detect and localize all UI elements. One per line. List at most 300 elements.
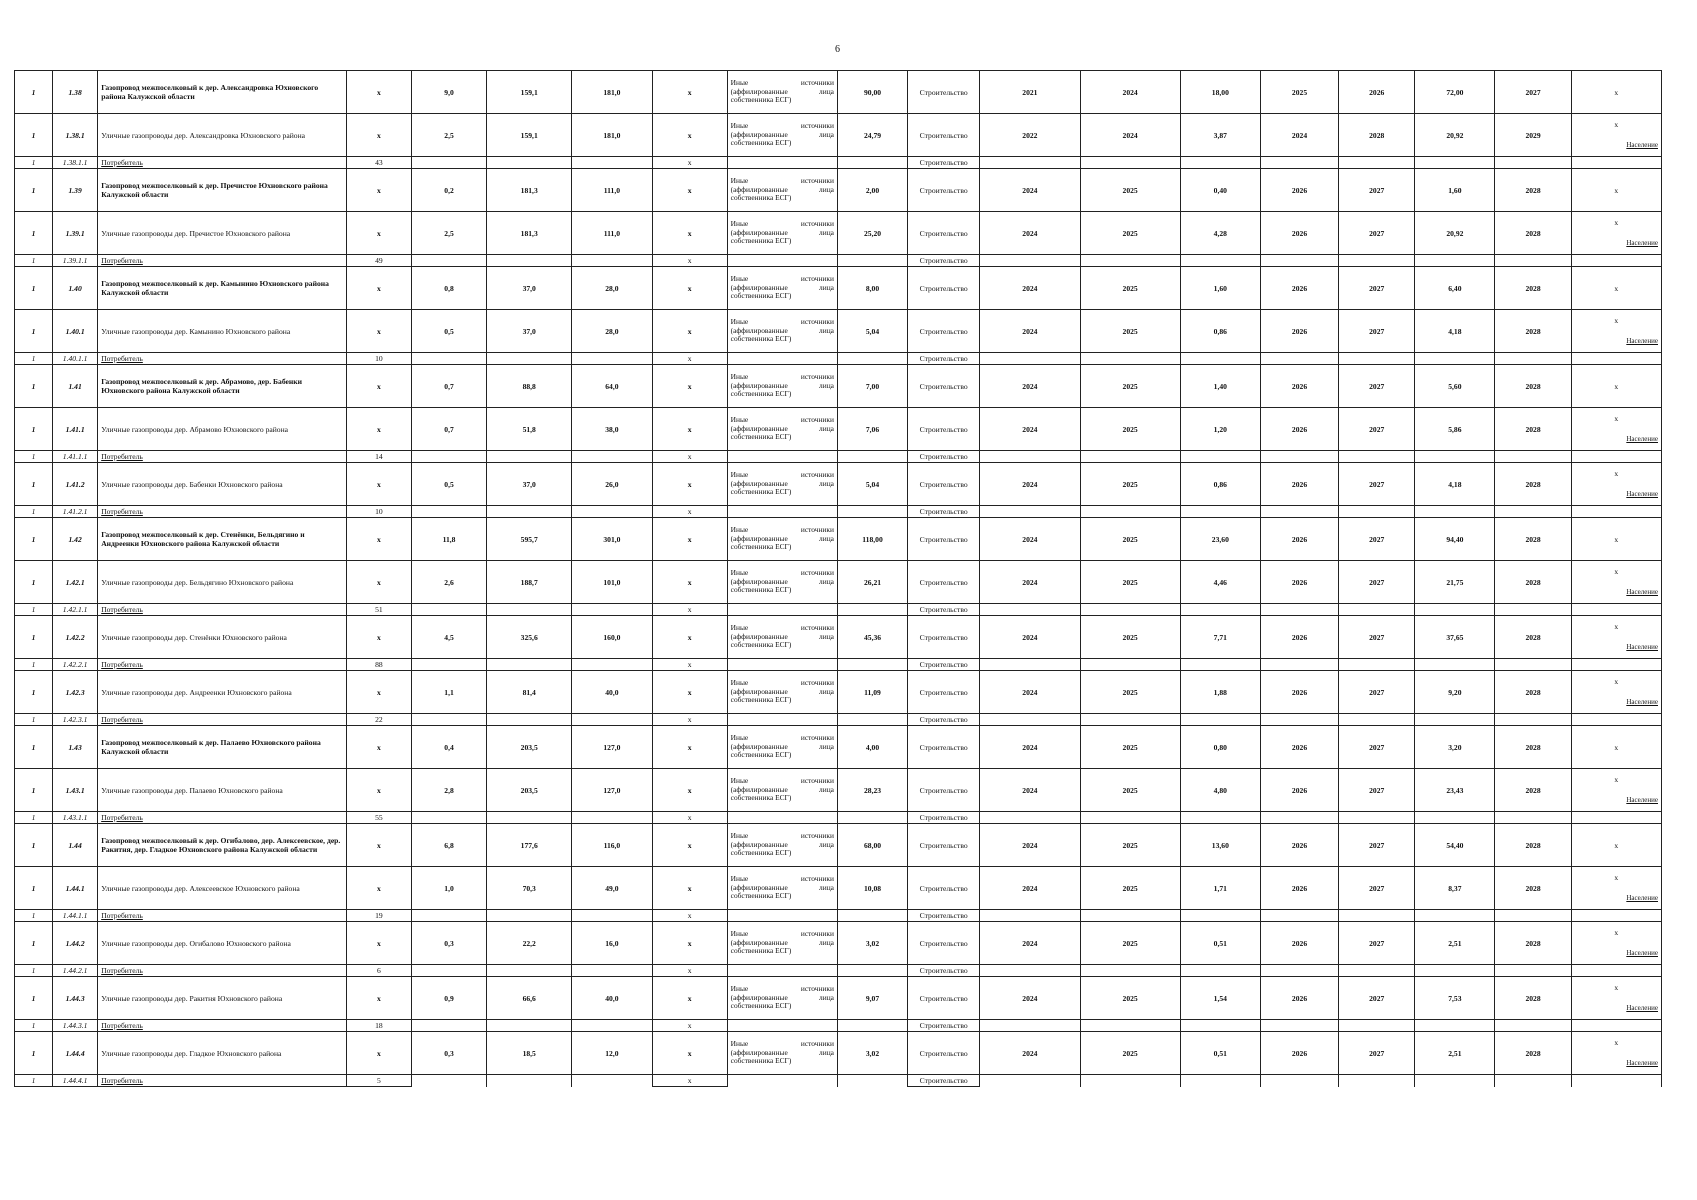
col-x-cell: x <box>346 212 411 255</box>
distance-cell: 159,1 <box>487 114 572 157</box>
year4-cell: 2028 <box>1339 114 1415 157</box>
consumer-qty-cell: 10 <box>346 506 411 518</box>
value2-cell: 5,86 <box>1415 408 1495 451</box>
col-x-cell: x <box>346 169 411 212</box>
year5-cell: 2028 <box>1495 561 1571 604</box>
empty-cell <box>837 812 907 824</box>
col-x2-cell: x <box>652 212 727 255</box>
object-id-cell: 1.42.2 <box>53 616 98 659</box>
col-x2-cell: x <box>652 867 727 910</box>
object-name-cell: Уличные газопроводы дер. Камынино Юхновского района <box>98 310 347 353</box>
page-number: 6 <box>835 44 840 55</box>
funding-source-cell: Иные источники (аффилированные лица собственника ЕСГ) <box>727 922 837 965</box>
distance-cell: 18,5 <box>487 1032 572 1075</box>
col-x2-cell: x <box>652 365 727 408</box>
empty-cell <box>980 1075 1080 1087</box>
last-cell <box>1571 310 1661 353</box>
empty-cell <box>411 451 486 463</box>
consumer-row <box>15 714 1662 726</box>
year4-cell: 2026 <box>1339 71 1415 114</box>
year-start-cell: 2024 <box>980 169 1080 212</box>
consumer-x-cell: x <box>652 714 727 726</box>
empty-cell <box>487 353 572 365</box>
year4-cell: 2027 <box>1339 977 1415 1020</box>
empty-cell <box>1339 604 1415 616</box>
year-start-cell: 2021 <box>980 71 1080 114</box>
build-type-cell: Строительство <box>908 451 980 463</box>
year-end-cell: 2025 <box>1080 977 1180 1020</box>
empty-cell <box>1180 965 1260 977</box>
level-cell: 1 <box>15 824 53 867</box>
empty-cell <box>1260 604 1338 616</box>
empty-cell <box>1080 451 1180 463</box>
empty-cell <box>1180 353 1260 365</box>
object-name-cell: Газопровод межпоселковый к дер. Стенёнки, Бельдягино и Андреенки Юхновского района Калужской области <box>98 518 347 561</box>
year-end-cell: 2025 <box>1080 518 1180 561</box>
year-start-cell: 2024 <box>980 616 1080 659</box>
empty-cell <box>1415 910 1495 922</box>
length-cell: 0,5 <box>411 310 486 353</box>
col-x2-cell: x <box>652 114 727 157</box>
table-row <box>15 267 1662 310</box>
funding-source-cell: Иные источники (аффилированные лица собственника ЕСГ) <box>727 726 837 769</box>
empty-cell <box>727 353 837 365</box>
table-row <box>15 726 1662 769</box>
distance-cell: 203,5 <box>487 769 572 812</box>
col-x2-cell: x <box>652 824 727 867</box>
year-start-cell: 2024 <box>980 769 1080 812</box>
consumer-qty-cell: 6 <box>346 965 411 977</box>
col-x-cell: x <box>346 365 411 408</box>
year4-cell: 2027 <box>1339 769 1415 812</box>
empty-cell <box>837 255 907 267</box>
object-id-cell: 1.40.1 <box>53 310 98 353</box>
empty-cell <box>411 714 486 726</box>
empty-cell <box>1495 255 1571 267</box>
table-row <box>15 824 1662 867</box>
empty-cell <box>1339 1020 1415 1032</box>
col-x2-cell: x <box>652 267 727 310</box>
distance-cell: 66,6 <box>487 977 572 1020</box>
cost-cell: 45,36 <box>837 616 907 659</box>
funding-source-cell: Иные источники (аффилированные лица собственника ЕСГ) <box>727 114 837 157</box>
year-start-cell: 2024 <box>980 267 1080 310</box>
object-name-cell: Уличные газопроводы дер. Гладкое Юхновского района <box>98 1032 347 1075</box>
distance-cell: 203,5 <box>487 726 572 769</box>
empty-cell <box>487 659 572 671</box>
cost-cell: 8,00 <box>837 267 907 310</box>
object-name-cell: Газопровод межпоселковый к дер. Абрамово, дер. Бабенки Юхновского района Калужской области <box>98 365 347 408</box>
col-x-cell: x <box>346 616 411 659</box>
object-name-cell: Газопровод межпоселковый к дер. Камынино Юхновского района Калужской области <box>98 267 347 310</box>
empty-cell <box>837 910 907 922</box>
empty-cell <box>1571 255 1661 267</box>
empty-cell <box>980 812 1080 824</box>
value2-cell: 23,43 <box>1415 769 1495 812</box>
empty-cell <box>1180 506 1260 518</box>
consumer-id-cell: 1.44.1.1 <box>53 910 98 922</box>
last-mark: x <box>1614 283 1619 293</box>
value2-cell: 20,92 <box>1415 114 1495 157</box>
year-start-cell: 2024 <box>980 671 1080 714</box>
year-end-cell: 2025 <box>1080 561 1180 604</box>
consumer-label-cell: Потребитель <box>98 910 347 922</box>
empty-cell <box>411 659 486 671</box>
empty-cell <box>837 353 907 365</box>
empty-cell <box>1080 255 1180 267</box>
object-name-cell: Уличные газопроводы дер. Пречистое Юхновского района <box>98 212 347 255</box>
year3-cell: 2026 <box>1260 977 1338 1020</box>
cost-cell: 2,00 <box>837 169 907 212</box>
empty-cell <box>980 451 1080 463</box>
value2-cell: 5,60 <box>1415 365 1495 408</box>
last-mark: x <box>1614 840 1619 850</box>
empty-cell <box>837 451 907 463</box>
level-cell: 1 <box>15 71 53 114</box>
value1-cell: 0,86 <box>1180 463 1260 506</box>
consumer-label-cell: Потребитель <box>98 157 347 169</box>
last-mark: x <box>1614 534 1619 544</box>
empty-cell <box>980 965 1080 977</box>
length-cell: 9,0 <box>411 71 486 114</box>
empty-cell <box>1180 451 1260 463</box>
consumer-row <box>15 506 1662 518</box>
empty-cell <box>727 659 837 671</box>
cost-cell: 5,04 <box>837 463 907 506</box>
table-row <box>15 922 1662 965</box>
empty-cell <box>1260 255 1338 267</box>
empty-cell <box>1080 812 1180 824</box>
capacity-cell: 127,0 <box>572 769 652 812</box>
col-x-cell: x <box>346 769 411 812</box>
last-cell <box>1571 726 1661 769</box>
consumer-label-cell: Потребитель <box>98 965 347 977</box>
build-type-cell: Строительство <box>908 157 980 169</box>
length-cell: 6,8 <box>411 824 486 867</box>
level-cell: 1 <box>15 310 53 353</box>
empty-cell <box>1571 1075 1661 1087</box>
consumer-x-cell: x <box>652 965 727 977</box>
value2-cell: 72,00 <box>1415 71 1495 114</box>
population-label: Население <box>1626 435 1658 443</box>
last-mark: x <box>1614 677 1619 686</box>
level-cell: 1 <box>15 867 53 910</box>
level-cell: 1 <box>15 212 53 255</box>
build-type-cell: Строительство <box>908 169 980 212</box>
consumer-label-cell: Потребитель <box>98 659 347 671</box>
value2-cell: 3,20 <box>1415 726 1495 769</box>
last-cell <box>1571 769 1661 812</box>
cost-cell: 3,02 <box>837 1032 907 1075</box>
gasification-table <box>14 70 1662 1087</box>
last-cell <box>1571 518 1661 561</box>
last-cell <box>1571 71 1661 114</box>
empty-cell <box>727 714 837 726</box>
year5-cell: 2028 <box>1495 867 1571 910</box>
cost-cell: 118,00 <box>837 518 907 561</box>
value1-cell: 4,80 <box>1180 769 1260 812</box>
empty-cell <box>1571 1020 1661 1032</box>
empty-cell <box>1339 965 1415 977</box>
year-end-cell: 2025 <box>1080 922 1180 965</box>
consumer-x-cell: x <box>652 255 727 267</box>
empty-cell <box>487 910 572 922</box>
year-end-cell: 2025 <box>1080 824 1180 867</box>
year3-cell: 2026 <box>1260 671 1338 714</box>
build-type-cell: Строительство <box>908 922 980 965</box>
col-x2-cell: x <box>652 561 727 604</box>
empty-cell <box>1080 1020 1180 1032</box>
table-row <box>15 518 1662 561</box>
funding-source-cell: Иные источники (аффилированные лица собственника ЕСГ) <box>727 169 837 212</box>
build-type-cell: Строительство <box>908 561 980 604</box>
length-cell: 0,7 <box>411 408 486 451</box>
last-cell <box>1571 824 1661 867</box>
value2-cell: 1,60 <box>1415 169 1495 212</box>
year5-cell: 2028 <box>1495 267 1571 310</box>
empty-cell <box>1260 714 1338 726</box>
consumer-qty-cell: 43 <box>346 157 411 169</box>
length-cell: 2,5 <box>411 114 486 157</box>
empty-cell <box>1080 1075 1180 1087</box>
funding-source-cell: Иные источники (аффилированные лица собственника ЕСГ) <box>727 671 837 714</box>
object-id-cell: 1.42.1 <box>53 561 98 604</box>
col-x2-cell: x <box>652 518 727 561</box>
empty-cell <box>572 1075 652 1087</box>
gasification-table-sheet <box>14 70 1662 1087</box>
empty-cell <box>1080 506 1180 518</box>
distance-cell: 88,8 <box>487 365 572 408</box>
level-cell: 1 <box>15 977 53 1020</box>
cost-cell: 68,00 <box>837 824 907 867</box>
build-type-cell: Строительство <box>908 965 980 977</box>
level-cell: 1 <box>15 408 53 451</box>
capacity-cell: 64,0 <box>572 365 652 408</box>
empty-cell <box>837 604 907 616</box>
year4-cell: 2027 <box>1339 824 1415 867</box>
year3-cell: 2026 <box>1260 726 1338 769</box>
value1-cell: 3,87 <box>1180 114 1260 157</box>
col-x2-cell: x <box>652 922 727 965</box>
empty-cell <box>1339 812 1415 824</box>
length-cell: 0,5 <box>411 463 486 506</box>
year3-cell: 2025 <box>1260 71 1338 114</box>
consumer-x-cell: x <box>652 451 727 463</box>
empty-cell <box>1415 353 1495 365</box>
year3-cell: 2026 <box>1260 169 1338 212</box>
year3-cell: 2026 <box>1260 616 1338 659</box>
year-end-cell: 2024 <box>1080 114 1180 157</box>
year5-cell: 2028 <box>1495 310 1571 353</box>
empty-cell <box>411 506 486 518</box>
empty-cell <box>727 506 837 518</box>
consumer-qty-cell: 88 <box>346 659 411 671</box>
year5-cell: 2028 <box>1495 726 1571 769</box>
cost-cell: 26,21 <box>837 561 907 604</box>
empty-cell <box>1180 157 1260 169</box>
capacity-cell: 181,0 <box>572 114 652 157</box>
cost-cell: 24,79 <box>837 114 907 157</box>
year-end-cell: 2025 <box>1080 463 1180 506</box>
empty-cell <box>1571 965 1661 977</box>
year3-cell: 2026 <box>1260 463 1338 506</box>
value1-cell: 0,86 <box>1180 310 1260 353</box>
population-label: Население <box>1626 894 1658 902</box>
year-end-cell: 2025 <box>1080 267 1180 310</box>
object-name-cell: Газопровод межпоселковый к дер. Пречистое Юхновского района Калужской области <box>98 169 347 212</box>
capacity-cell: 181,0 <box>572 71 652 114</box>
empty-cell <box>487 451 572 463</box>
last-mark: x <box>1614 381 1619 391</box>
empty-cell <box>1495 451 1571 463</box>
table-row <box>15 169 1662 212</box>
year3-cell: 2026 <box>1260 867 1338 910</box>
empty-cell <box>1180 1020 1260 1032</box>
col-x2-cell: x <box>652 169 727 212</box>
level-cell: 1 <box>15 255 53 267</box>
year5-cell: 2028 <box>1495 365 1571 408</box>
year5-cell: 2028 <box>1495 169 1571 212</box>
year-start-cell: 2022 <box>980 114 1080 157</box>
empty-cell <box>980 1020 1080 1032</box>
empty-cell <box>411 1020 486 1032</box>
last-cell <box>1571 267 1661 310</box>
funding-source-cell: Иные источники (аффилированные лица собственника ЕСГ) <box>727 310 837 353</box>
empty-cell <box>411 255 486 267</box>
year-end-cell: 2025 <box>1080 310 1180 353</box>
last-mark: x <box>1614 316 1619 325</box>
col-x-cell: x <box>346 867 411 910</box>
year3-cell: 2026 <box>1260 212 1338 255</box>
funding-source-cell: Иные источники (аффилированные лица собственника ЕСГ) <box>727 463 837 506</box>
year4-cell: 2027 <box>1339 1032 1415 1075</box>
year5-cell: 2028 <box>1495 463 1571 506</box>
consumer-id-cell: 1.42.1.1 <box>53 604 98 616</box>
build-type-cell: Строительство <box>908 71 980 114</box>
last-cell <box>1571 616 1661 659</box>
empty-cell <box>572 506 652 518</box>
table-row <box>15 616 1662 659</box>
distance-cell: 51,8 <box>487 408 572 451</box>
level-cell: 1 <box>15 659 53 671</box>
build-type-cell: Строительство <box>908 353 980 365</box>
length-cell: 1,1 <box>411 671 486 714</box>
table-row <box>15 310 1662 353</box>
funding-source-cell: Иные источники (аффилированные лица собственника ЕСГ) <box>727 408 837 451</box>
table-row <box>15 977 1662 1020</box>
length-cell: 0,3 <box>411 1032 486 1075</box>
empty-cell <box>837 157 907 169</box>
empty-cell <box>572 1020 652 1032</box>
empty-cell <box>727 1020 837 1032</box>
year-start-cell: 2024 <box>980 726 1080 769</box>
empty-cell <box>572 714 652 726</box>
build-type-cell: Строительство <box>908 518 980 561</box>
year4-cell: 2027 <box>1339 169 1415 212</box>
build-type-cell: Строительство <box>908 910 980 922</box>
consumer-row <box>15 157 1662 169</box>
last-cell <box>1571 977 1661 1020</box>
empty-cell <box>487 604 572 616</box>
empty-cell <box>411 353 486 365</box>
value2-cell: 2,51 <box>1415 1032 1495 1075</box>
length-cell: 2,8 <box>411 769 486 812</box>
value2-cell: 2,51 <box>1415 922 1495 965</box>
empty-cell <box>1415 157 1495 169</box>
consumer-x-cell: x <box>652 506 727 518</box>
value1-cell: 1,88 <box>1180 671 1260 714</box>
empty-cell <box>1180 812 1260 824</box>
consumer-x-cell: x <box>652 812 727 824</box>
funding-source-cell: Иные источники (аффилированные лица собственника ЕСГ) <box>727 267 837 310</box>
empty-cell <box>1339 1075 1415 1087</box>
empty-cell <box>1080 965 1180 977</box>
funding-source-cell: Иные источники (аффилированные лица собственника ЕСГ) <box>727 71 837 114</box>
value1-cell: 1,40 <box>1180 365 1260 408</box>
consumer-x-cell: x <box>652 910 727 922</box>
distance-cell: 325,6 <box>487 616 572 659</box>
year4-cell: 2027 <box>1339 922 1415 965</box>
length-cell: 4,5 <box>411 616 486 659</box>
year3-cell: 2026 <box>1260 267 1338 310</box>
value2-cell: 21,75 <box>1415 561 1495 604</box>
last-mark: x <box>1614 983 1619 992</box>
empty-cell <box>1571 659 1661 671</box>
empty-cell <box>1415 451 1495 463</box>
consumer-id-cell: 1.42.3.1 <box>53 714 98 726</box>
table-row <box>15 71 1662 114</box>
object-id-cell: 1.39.1 <box>53 212 98 255</box>
empty-cell <box>1495 659 1571 671</box>
empty-cell <box>1415 812 1495 824</box>
empty-cell <box>727 965 837 977</box>
object-name-cell: Уличные газопроводы дер. Абрамово Юхновского района <box>98 408 347 451</box>
table-row <box>15 671 1662 714</box>
empty-cell <box>1495 604 1571 616</box>
cost-cell: 4,00 <box>837 726 907 769</box>
last-cell <box>1571 867 1661 910</box>
empty-cell <box>487 812 572 824</box>
empty-cell <box>572 604 652 616</box>
consumer-id-cell: 1.44.2.1 <box>53 965 98 977</box>
consumer-id-cell: 1.38.1.1 <box>53 157 98 169</box>
empty-cell <box>1571 451 1661 463</box>
empty-cell <box>727 157 837 169</box>
empty-cell <box>487 965 572 977</box>
last-cell <box>1571 114 1661 157</box>
consumer-qty-cell: 5 <box>346 1075 411 1087</box>
consumer-qty-cell: 51 <box>346 604 411 616</box>
value1-cell: 1,20 <box>1180 408 1260 451</box>
capacity-cell: 116,0 <box>572 824 652 867</box>
year3-cell: 2026 <box>1260 408 1338 451</box>
funding-source-cell: Иные источники (аффилированные лица собственника ЕСГ) <box>727 977 837 1020</box>
year-end-cell: 2025 <box>1080 408 1180 451</box>
col-x-cell: x <box>346 408 411 451</box>
distance-cell: 70,3 <box>487 867 572 910</box>
distance-cell: 177,6 <box>487 824 572 867</box>
funding-source-cell: Иные источники (аффилированные лица собственника ЕСГ) <box>727 769 837 812</box>
empty-cell <box>487 255 572 267</box>
object-name-cell: Газопровод межпоселковый к дер. Александровка Юхновского района Калужской области <box>98 71 347 114</box>
object-id-cell: 1.43.1 <box>53 769 98 812</box>
empty-cell <box>837 1075 907 1087</box>
object-id-cell: 1.38.1 <box>53 114 98 157</box>
consumer-x-cell: x <box>652 659 727 671</box>
col-x2-cell: x <box>652 726 727 769</box>
consumer-qty-cell: 55 <box>346 812 411 824</box>
build-type-cell: Строительство <box>908 714 980 726</box>
